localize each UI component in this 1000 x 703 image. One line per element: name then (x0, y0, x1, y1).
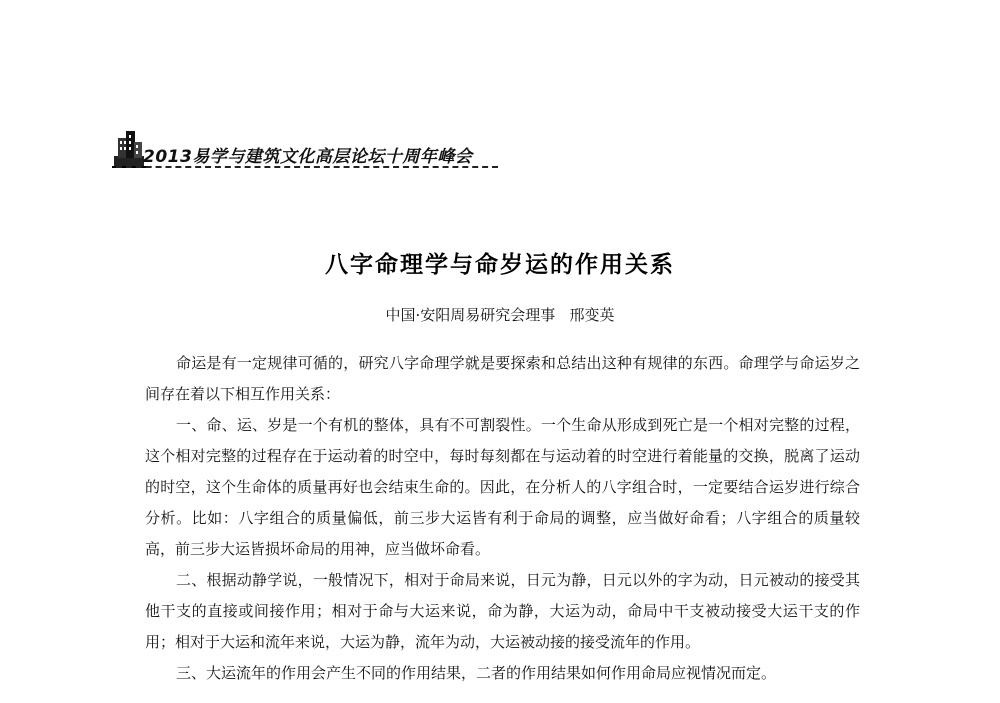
header-divider (116, 166, 498, 168)
header-title: 2013易学与建筑文化高层论坛十周年峰会 (143, 147, 473, 167)
running-header (112, 126, 498, 170)
article-author: 中国·安阳周易研究会理事 邢变英 (385, 306, 615, 324)
article-title: 八字命理学与命岁运的作用关系 (325, 251, 675, 278)
body-paragraph: 二、根据动静学说，一般情况下，相对于命局来说，日元为静，日元以外的字为动，日元被动的接受其他干支的直接或间接作用；相对于命与大运来说，命为静，大运为动，命局中干支被动接受大运干支的作用；相对于大运和流年来说，大运为静，流年为动，大运被动接的接受流年的作用。 (145, 571, 860, 651)
article-body (145, 348, 860, 689)
building-logo-icon (112, 126, 146, 168)
body-paragraph: 命运是有一定规律可循的，研究八字命理学就是要探索和总结出这种有规律的东西。命理学与命运岁之间存在着以下相互作用关系： (145, 354, 860, 403)
body-paragraph: 一、命、运、岁是一个有机的整体，具有不可割裂性。一个生命从形成到死亡是一个相对完整的过程，这个相对完整的过程存在于运动着的时空中，每时每刻都在与运动着的时空进行着能量的交换，脱离了运动的时空，这个生命体的质量再好也会结束生命的。因此，在分析人的八字组合时，一定要结合运岁进行综合分析。比如：八字组合的质量偏低，前三步大运皆有利于命局的调整，应当做好命看；八字组合的质量较高，前三步大运皆损坏命局的用神，应当做坏命看。 (145, 416, 860, 558)
body-paragraph: 三、大运流年的作用会产生不同的作用结果，二者的作用结果如何作用命局应视情况而定。 (176, 664, 777, 682)
